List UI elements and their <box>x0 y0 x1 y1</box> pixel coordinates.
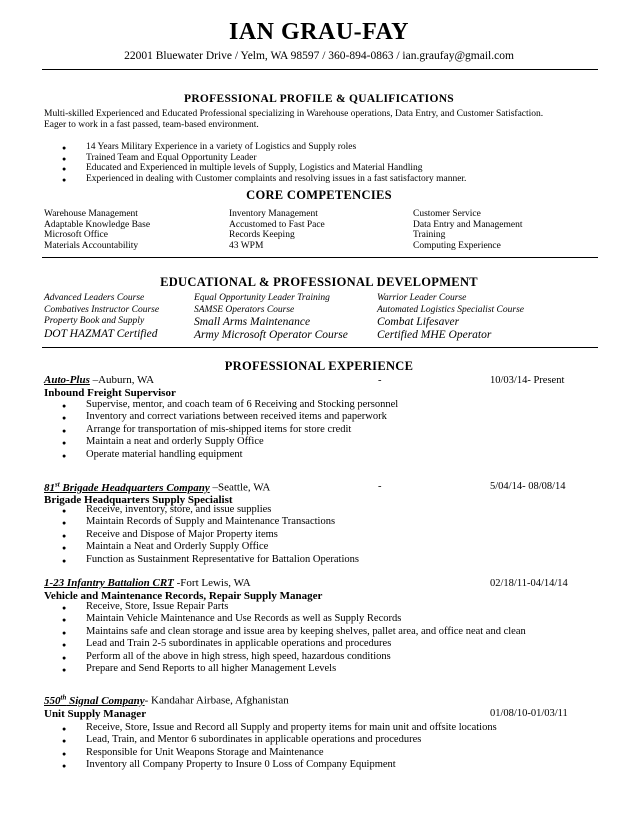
job-dates: 01/08/10-01/03/11 <box>490 708 568 719</box>
competency-item: Warehouse Management <box>44 209 138 219</box>
list-item: ● Maintains safe and clean storage and issue area by keeping shelves, pallet area, and office neat and clean <box>62 626 526 638</box>
course-item: Combat Lifesaver <box>377 316 460 329</box>
list-item: ● Prepare and Send Reports to all higher Management Levels <box>62 663 526 675</box>
list-item: ● Lead, Train, and Mentor 6 subordinates in applicable operations and procedures <box>62 734 497 746</box>
course-item: DOT HAZMAT Certified <box>44 327 158 340</box>
competency-item: Customer Service <box>413 209 481 219</box>
list-item: ● Receive, Store, Issue Repair Parts <box>62 601 526 613</box>
course-item: Property Book and Supply <box>44 316 145 327</box>
profile-heading: PROFESSIONAL PROFILE & QUALIFICATIONS <box>184 93 454 105</box>
list-item: ● Function as Sustainment Representative for Battalion Operations <box>62 554 359 566</box>
competency-item: Adaptable Knowledge Base <box>44 219 151 230</box>
job-header <box>44 480 270 494</box>
list-item: ● Educated and Experienced in multiple levels of Supply, Logistics and Material Handling <box>62 163 466 174</box>
job-title: Inbound Freight Supervisor <box>44 387 176 399</box>
experience-heading: PROFESSIONAL EXPERIENCE <box>224 359 414 373</box>
education-column <box>377 293 524 342</box>
competency-item: Inventory Management <box>229 209 318 219</box>
list-item: ● Experienced in dealing with Customer complaints and resolving issues in a fast satisfactory manner. <box>62 174 466 185</box>
company-name-part: Brigade Headquarters Company <box>59 481 210 494</box>
profile-summary <box>44 109 600 131</box>
company-name-part: Signal Company <box>66 694 145 707</box>
competencies-grid <box>44 209 604 253</box>
section-divider <box>42 347 598 348</box>
competency-item: Accustomed to Fast Pace <box>229 219 325 230</box>
job-location: –Auburn, WA <box>89 374 155 386</box>
company-name: Auto-Plus <box>44 374 90 386</box>
list-item: ● Arrange for transportation of mis-shipped items for store credit <box>62 424 398 436</box>
list-item: ● Lead and Train 2-5 subordinates in applicable operations and procedures <box>62 638 526 650</box>
job-dates: 02/18/11-04/14/14 <box>490 578 568 589</box>
competency-item: Microsoft Office <box>44 230 108 240</box>
job-location: –Seattle, WA <box>209 481 271 494</box>
course-item: Warrior Leader Course <box>377 293 467 303</box>
list-item: ● Receive and Dispose of Major Property items <box>62 529 359 541</box>
job-header <box>44 577 251 589</box>
separator-dash: - <box>378 375 382 386</box>
list-item: ● Operate material handling equipment <box>62 449 398 461</box>
education-column <box>44 293 159 341</box>
course-item: Certified MHE Operator <box>377 329 492 342</box>
course-item: Automated Logistics Specialist Course <box>377 304 524 315</box>
list-item: ● Inventory and correct variations between received items and paperwork <box>62 411 398 423</box>
company-name-part: 550 <box>44 694 61 707</box>
list-item: ● Receive, Store, Issue and Record all Supply and property items for main unit and offsite locations <box>62 722 497 734</box>
company-name <box>44 695 145 707</box>
competencies-heading: CORE COMPETENCIES <box>246 188 392 202</box>
company-name-part: 81 <box>44 481 55 494</box>
education-heading: EDUCATIONAL & PROFESSIONAL DEVELOPMENT <box>160 275 478 289</box>
separator-dash: - <box>378 481 382 492</box>
education-column <box>194 293 348 342</box>
list-item: ● Perform all of the above in high stress, high speed, hazardous conditions <box>62 651 526 663</box>
job-duties <box>62 601 526 675</box>
job-duties <box>62 399 398 461</box>
profile-bullets <box>62 142 466 184</box>
job-title: Vehicle and Maintenance Records, Repair Supply Manager <box>44 590 323 602</box>
competencies-column <box>44 209 150 251</box>
list-item: ● Trained Team and Equal Opportunity Leader <box>62 153 466 164</box>
job-location: - Kandahar Airbase, Afghanistan <box>144 694 289 707</box>
competency-item: 43 WPM <box>229 240 264 251</box>
company-name-sup: st <box>55 480 60 488</box>
job-dates: 5/04/14- 08/08/14 <box>490 481 566 492</box>
list-item: ● Maintain Vehicle Maintenance and Use Records as well as Supply Records <box>62 613 526 625</box>
candidate-name: IAN GRAU-FAY <box>229 19 409 45</box>
education-grid <box>44 293 604 343</box>
company-name-sup: th <box>60 693 67 701</box>
job-header <box>44 693 289 707</box>
job-duties <box>62 504 359 566</box>
competency-item: Materials Accountability <box>44 240 139 251</box>
list-item: ● Supervise, mentor, and coach team of 6 Receiving and Stocking personnel <box>62 399 398 411</box>
job-duties <box>62 722 497 772</box>
list-item: ● 14 Years Military Experience in a variety of Logistics and Supply roles <box>62 142 466 153</box>
job-location: -Fort Lewis, WA <box>173 577 251 589</box>
company-name <box>44 482 210 494</box>
section-divider <box>42 257 598 258</box>
course-item: Army Microsoft Operator Course <box>194 329 348 342</box>
course-item: Small Arms Maintenance <box>194 316 311 329</box>
course-item: Combatives Instructor Course <box>44 304 160 315</box>
job-title: Unit Supply Manager <box>44 708 147 720</box>
job-title: Brigade Headquarters Supply Specialist <box>44 494 233 506</box>
list-item: ● Responsible for Unit Weapons Storage and Maintenance <box>62 747 497 759</box>
competencies-column <box>413 209 522 251</box>
profile-summary-line: Multi-skilled Experienced and Educated Professional specializing in Warehouse operations, Data Entry, and Customer Satisfaction. <box>44 109 544 119</box>
list-item: ● Maintain a Neat and Orderly Supply Office <box>62 541 359 553</box>
job-header <box>44 374 154 386</box>
list-item: ● Maintain a neat and orderly Supply Office <box>62 436 398 448</box>
competency-item: Computing Experience <box>413 240 501 251</box>
competencies-column <box>229 209 325 251</box>
contact-line: 22001 Bluewater Drive / Yelm, WA 98597 / 360-894-0863 / ian.graufay@gmail.com <box>124 50 514 62</box>
course-item: Advanced Leaders Course <box>44 293 145 303</box>
profile-summary-line: Eager to work in a fast passed, team-based environment. <box>44 120 259 130</box>
competency-item: Data Entry and Management <box>413 219 523 230</box>
company-name: 1-23 Infantry Battalion CRT <box>44 577 174 589</box>
competency-item: Records Keeping <box>229 230 295 240</box>
list-item: ● Receive, inventory, store, and issue supplies <box>62 504 359 516</box>
list-item: ● Maintain Records of Supply and Maintenance Transactions <box>62 516 359 528</box>
competency-item: Training <box>413 230 446 240</box>
course-item: SAMSE Operators Course <box>194 304 295 315</box>
header-divider <box>42 69 598 70</box>
list-item: ● Inventory all Company Property to Insure 0 Loss of Company Equipment <box>62 759 497 771</box>
job-dates: 10/03/14- Present <box>490 375 565 386</box>
course-item: Equal Opportunity Leader Training <box>194 293 330 303</box>
